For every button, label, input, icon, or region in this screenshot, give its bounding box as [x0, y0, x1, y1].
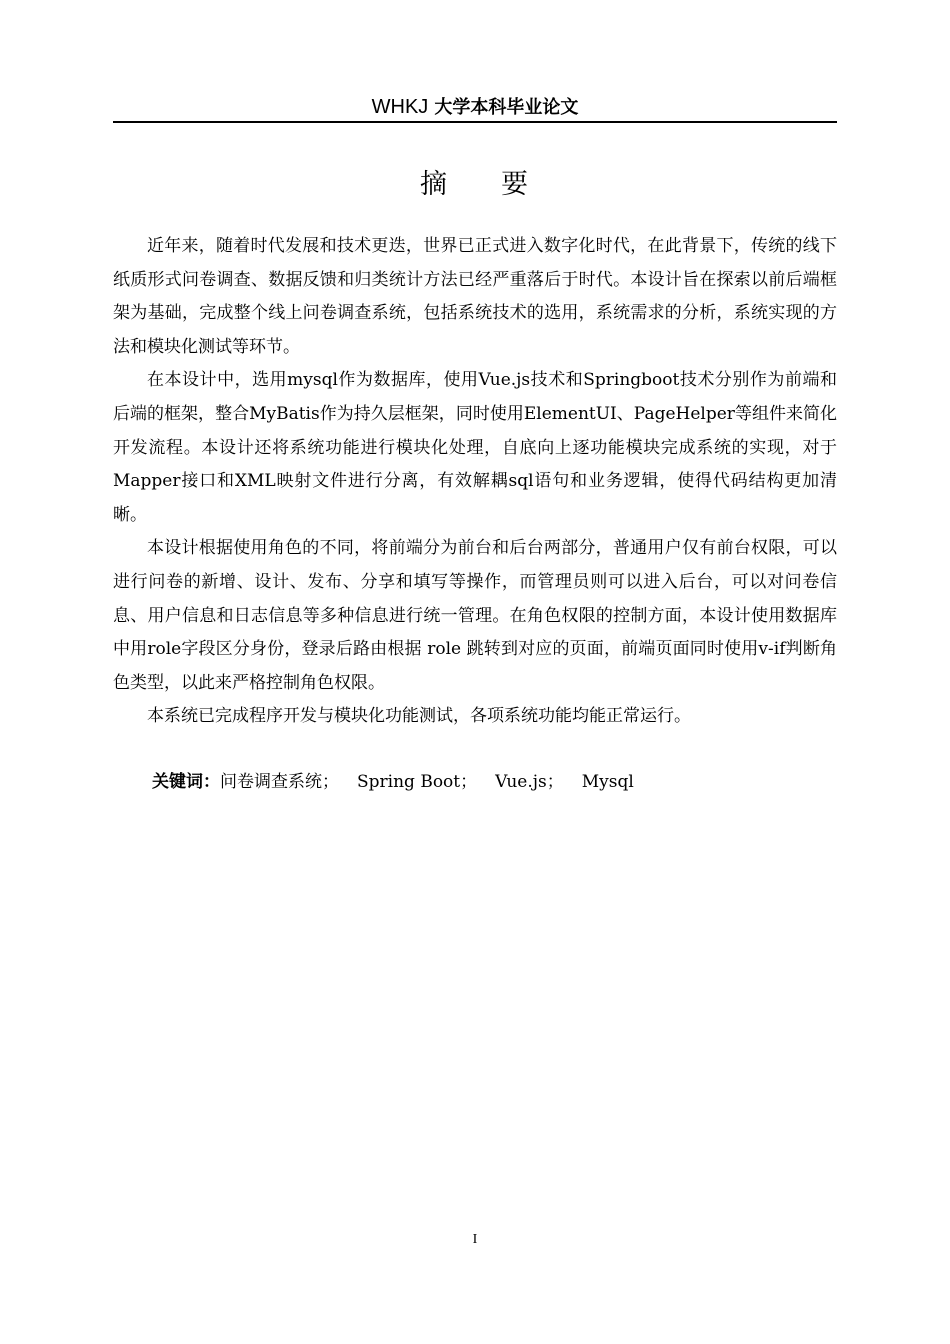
- running-header: [113, 93, 837, 121]
- keyword-item: Mysql: [581, 772, 634, 792]
- abstract-title-char-2: 要: [501, 169, 530, 200]
- keywords-label: 关键词：: [152, 772, 220, 792]
- abstract-paragraph-1: 近年来，随着时代发展和技术更迭，世界已正式进入数字化时代，在此背景下，传统的线下纸质形式问卷调查、数据反馈和归类统计方法已经严重落后于时代。本设计旨在探索以前后端框架为基础，完成整个线上问卷调查系统，包括系统技术的选用，系统需求的分析，系统实现的方法和模块化测试等环节。: [113, 236, 837, 357]
- abstract-paragraph-4: 本系统已完成程序开发与模块化功能测试，各项系统功能均能正常运行。: [147, 706, 691, 727]
- header-divider: [113, 121, 837, 123]
- keyword-item: 问卷调查系统；: [220, 772, 339, 792]
- abstract-body: [113, 230, 837, 734]
- abstract-title-char-1: 摘: [420, 169, 449, 200]
- abstract-paragraph-2: 在本设计中，选用mysql作为数据库，使用Vue.js技术和Springboot技术分别作为前端和后端的框架，整合MyBatis作为持久层框架，同时使用ElementUI、PageHelper等组件来简化开发流程。本设计还将系统功能进行模块化处理，自底向上逐功能模块完成系统的实现，对于Mapper接口和XML映射文件进行分离，有效解耦sql语句和业务逻辑，使得代码结构更加清晰。: [113, 370, 837, 525]
- header-institution-code: WHKJ: [371, 96, 429, 118]
- page-number: I: [472, 1232, 478, 1247]
- keywords-line: [152, 765, 832, 799]
- keyword-item: Spring Boot；: [357, 772, 478, 792]
- header-thesis-label: 大学本科毕业论文: [434, 97, 579, 118]
- abstract-paragraph-3: 本设计根据使用角色的不同，将前端分为前台和后台两部分，普通用户仅有前台权限，可以进行问卷的新增、设计、发布、分享和填写等操作，而管理员则可以进入后台，可以对问卷信息、用户信息和日志信息等多种信息进行统一管理。在角色权限的控制方面，本设计使用数据库中用role字段区分身份，登录后路由根据 role 跳转到对应的页面，前端页面同时使用v-if判断角色类型，以此来严格控制角色权限。: [113, 538, 837, 693]
- keyword-item: Vue.js；: [495, 772, 564, 792]
- abstract-title: [113, 165, 837, 205]
